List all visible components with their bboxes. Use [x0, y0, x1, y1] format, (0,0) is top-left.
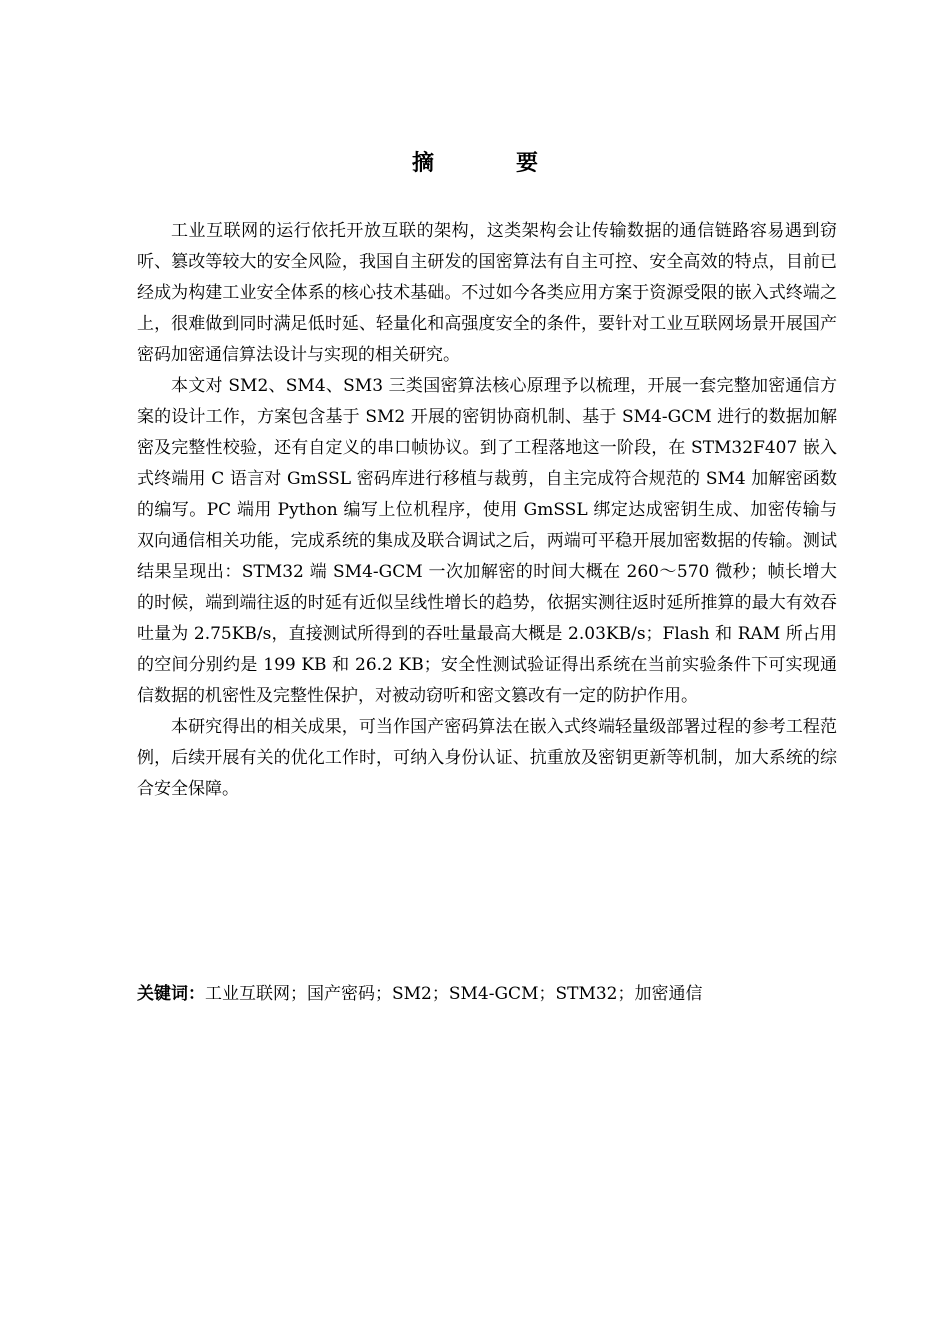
- abstract-title: 摘 要: [411, 150, 568, 176]
- keywords-text: 工业互联网；国产密码；SM2；SM4-GCM；STM32；加密通信: [205, 984, 703, 1004]
- abstract-paragraph-2: 本文对 SM2、SM4、SM3 三类国密算法核心原理予以梳理，开展一套完整加密通信方案的设计工作，方案包含基于 SM2 开展的密钥协商机制、基于 SM4-GCM 进行的数据加解密及完整性校验，还有自定义的串口帧协议。到了工程落地这一阶段，在 STM32F407 嵌入式终端用 C 语言对 GmSSL 密码库进行移植与裁剪，自主完成符合规范的 SM4 加解密函数的编写。PC 端用 Python 编写上位机程序，使用 GmSSL 绑定达成密钥生成、加密传输与双向通信相关功能，完成系统的集成及联合调试之后，两端可平稳开展加密数据的传输。测试结果呈现出：STM32 端 SM4-GCM 一次加解密的时间大概在 260～570 微秒；帧长增大的时候，端到端往返的时延有近似呈线性增长的趋势，依据实测往返时延所推算的最大有效吞吐量为 2.75KB/s，直接测试所得到的吞吐量最高大概是 2.03KB/s；Flash 和 RAM 所占用的空间分别约是 199 KB 和 26.2 KB；安全性测试验证得出系统在当前实验条件下可实现通信数据的机密性及完整性保护，对被动窃听和密文篡改有一定的防护作用。: [137, 376, 837, 706]
- keywords-line: [137, 980, 837, 1008]
- abstract-body: [137, 216, 837, 805]
- abstract-paragraph-1: 工业互联网的运行依托开放互联的架构，这类架构会让传输数据的通信链路容易遇到窃听、篡改等较大的安全风险，我国自主研发的国密算法有自主可控、安全高效的特点，目前已经成为构建工业安全体系的核心技术基础。不过如今各类应用方案于资源受限的嵌入式终端之上，很难做到同时满足低时延、轻量化和高强度安全的条件，要针对工业互联网场景开展国产密码加密通信算法设计与实现的相关研究。: [137, 221, 837, 365]
- keywords-label: 关键词：: [137, 984, 205, 1004]
- abstract-paragraph-3: 本研究得出的相关成果，可当作国产密码算法在嵌入式终端轻量级部署过程的参考工程范例，后续开展有关的优化工作时，可纳入身份认证、抗重放及密钥更新等机制，加大系统的综合安全保障。: [137, 717, 837, 799]
